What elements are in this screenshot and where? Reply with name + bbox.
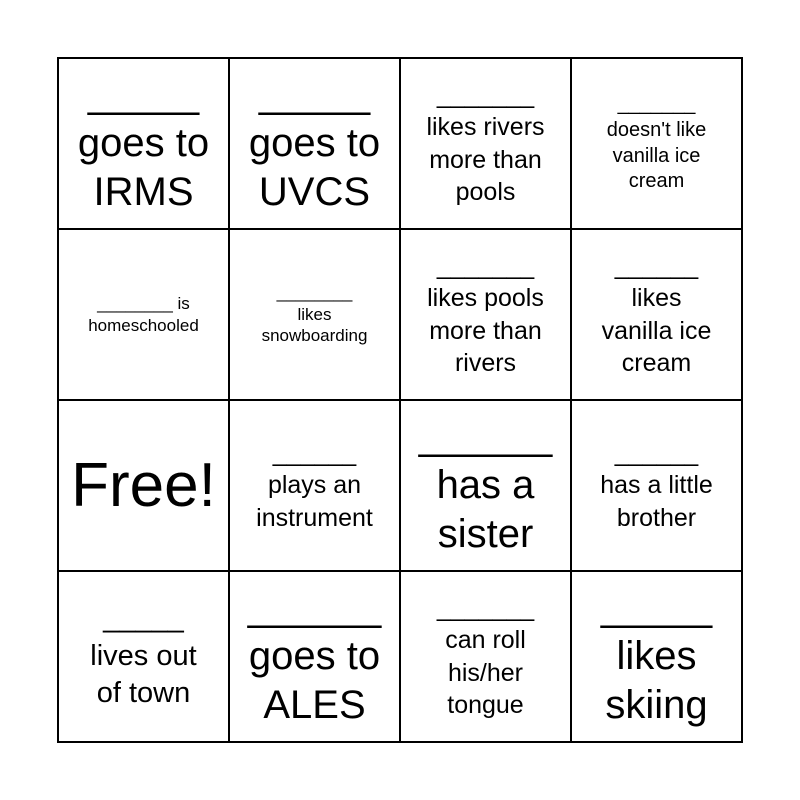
bingo-cell-16[interactable]: _____ likes skiing bbox=[571, 571, 742, 742]
bingo-cell-5[interactable]: ________ is homeschooled bbox=[58, 229, 229, 400]
bingo-cell-3[interactable]: _______ likes rivers more than pools bbox=[400, 58, 571, 229]
bingo-cell-6[interactable]: ________ likes snowboarding bbox=[229, 229, 400, 400]
bingo-cell-4[interactable]: _______ doesn't like vanilla ice cream bbox=[571, 58, 742, 229]
bingo-cell-12[interactable]: ______ has a little brother bbox=[571, 400, 742, 571]
bingo-cell-11[interactable]: ______ has a sister bbox=[400, 400, 571, 571]
bingo-cell-8[interactable]: ______ likes vanilla ice cream bbox=[571, 229, 742, 400]
bingo-cell-10[interactable]: ______ plays an instrument bbox=[229, 400, 400, 571]
bingo-cell-15[interactable]: _______ can roll his/her tongue bbox=[400, 571, 571, 742]
bingo-cell-2[interactable]: _____ goes to UVCS bbox=[229, 58, 400, 229]
bingo-cell-13[interactable]: _____ lives out of town bbox=[58, 571, 229, 742]
bingo-board bbox=[57, 57, 743, 743]
bingo-cell-14[interactable]: ______ goes to ALES bbox=[229, 571, 400, 742]
bingo-cell-1[interactable]: _____ goes to IRMS bbox=[58, 58, 229, 229]
bingo-cell-7[interactable]: _______ likes pools more than rivers bbox=[400, 229, 571, 400]
bingo-cell-free[interactable]: Free! bbox=[58, 400, 229, 571]
